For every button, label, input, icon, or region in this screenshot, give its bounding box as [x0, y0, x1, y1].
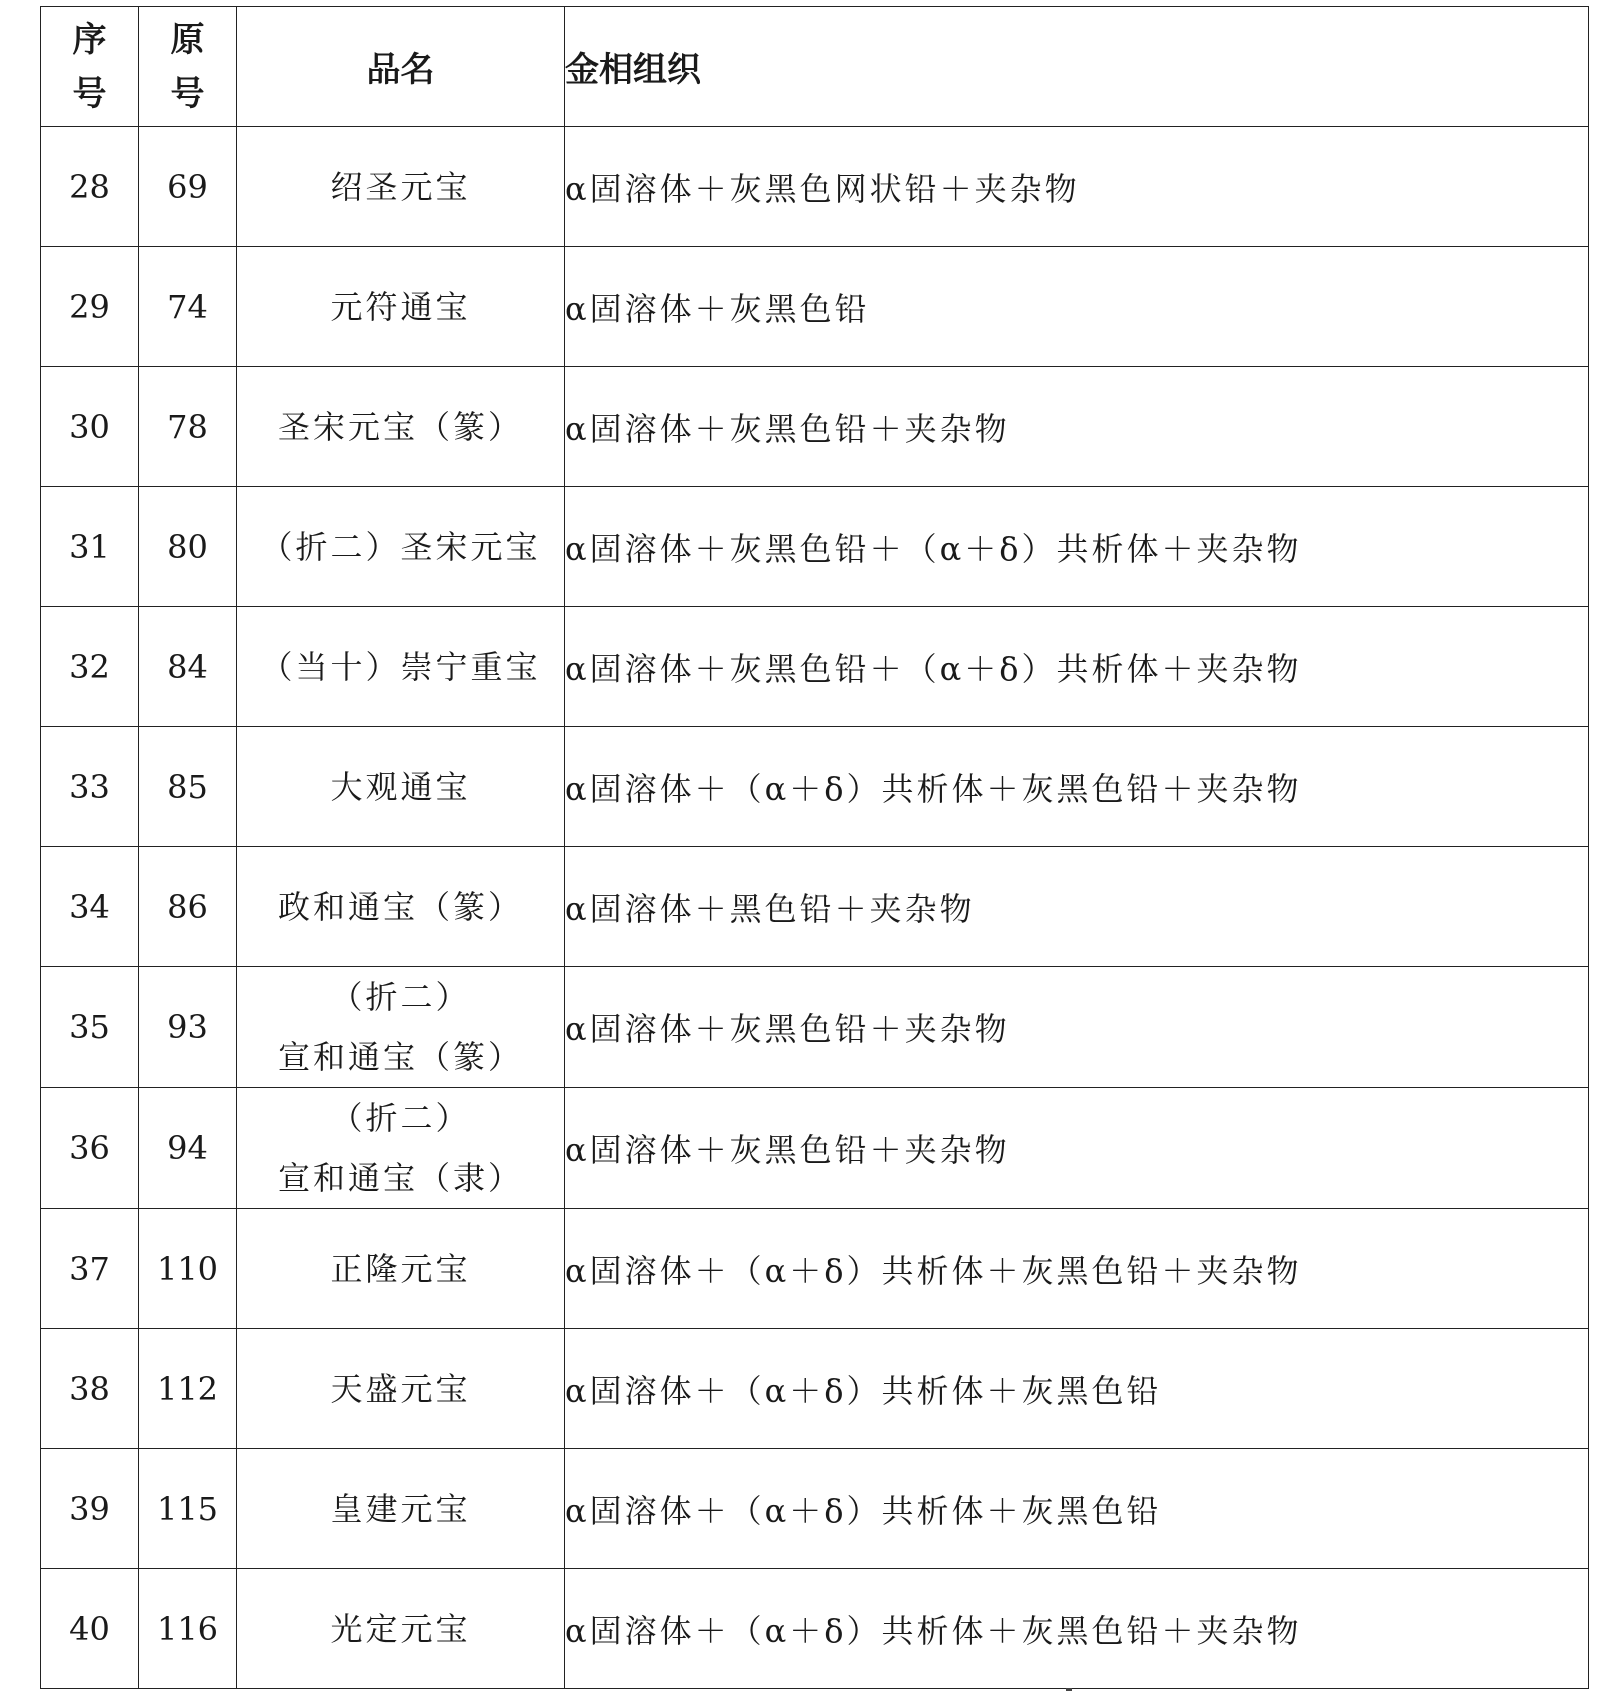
cell-seq: 28 [41, 127, 139, 247]
header-seq-line2: 号 [72, 73, 107, 114]
cell-orig: 74 [139, 247, 237, 367]
cell-name [237, 127, 565, 247]
table-header [41, 7, 1589, 127]
table-row [41, 1088, 1589, 1209]
cell-name [237, 1329, 565, 1449]
metallography-table [40, 6, 1589, 1689]
cell-structure: α固溶体＋灰黑色网状铅＋夹杂物 [565, 127, 1589, 247]
table-row [41, 967, 1589, 1088]
cell-orig: 85 [139, 727, 237, 847]
cell-name-line: （折二） [330, 1099, 471, 1137]
cell-seq: 37 [41, 1209, 139, 1329]
page-mark [1066, 1688, 1072, 1691]
header-seq [41, 7, 139, 127]
cell-structure: α固溶体＋灰黑色铅＋夹杂物 [565, 967, 1589, 1088]
cell-seq: 33 [41, 727, 139, 847]
cell-structure: α固溶体＋（α＋δ）共析体＋灰黑色铅＋夹杂物 [565, 1569, 1589, 1689]
table-row [41, 487, 1589, 607]
header-seq-line1: 序 [72, 19, 107, 60]
cell-name [237, 727, 565, 847]
table-row [41, 727, 1589, 847]
cell-seq: 38 [41, 1329, 139, 1449]
cell-name [237, 1209, 565, 1329]
cell-seq: 31 [41, 487, 139, 607]
cell-orig: 84 [139, 607, 237, 727]
cell-name-line: （折二） [330, 978, 471, 1016]
cell-name-line: 光定元宝 [330, 1609, 471, 1648]
cell-structure: α固溶体＋（α＋δ）共析体＋灰黑色铅 [565, 1329, 1589, 1449]
cell-name-line: 正隆元宝 [330, 1249, 471, 1288]
cell-seq: 35 [41, 967, 139, 1088]
table-row [41, 607, 1589, 727]
cell-name-line: 政和通宝（篆） [277, 887, 523, 926]
cell-name [237, 487, 565, 607]
table-row [41, 1569, 1589, 1689]
cell-seq: 40 [41, 1569, 139, 1689]
cell-orig: 115 [139, 1449, 237, 1569]
cell-seq: 30 [41, 367, 139, 487]
table-row [41, 247, 1589, 367]
cell-name [237, 1088, 565, 1209]
header-orig [139, 7, 237, 127]
header-name: 品名 [237, 7, 565, 127]
table-row [41, 1329, 1589, 1449]
cell-seq: 34 [41, 847, 139, 967]
cell-name-line: 绍圣元宝 [330, 167, 471, 206]
cell-structure: α固溶体＋灰黑色铅＋夹杂物 [565, 367, 1589, 487]
cell-orig: 86 [139, 847, 237, 967]
cell-structure: α固溶体＋灰黑色铅＋夹杂物 [565, 1088, 1589, 1209]
table-body [41, 127, 1589, 1689]
cell-name-line: 宣和通宝（隶） [277, 1159, 523, 1197]
cell-structure: α固溶体＋灰黑色铅＋（α＋δ）共析体＋夹杂物 [565, 487, 1589, 607]
header-structure: 金相组织 [565, 7, 1589, 127]
cell-structure: α固溶体＋灰黑色铅＋（α＋δ）共析体＋夹杂物 [565, 607, 1589, 727]
cell-name [237, 247, 565, 367]
cell-orig: 80 [139, 487, 237, 607]
cell-orig: 116 [139, 1569, 237, 1689]
cell-structure: α固溶体＋（α＋δ）共析体＋灰黑色铅＋夹杂物 [565, 1209, 1589, 1329]
table-row [41, 1449, 1589, 1569]
cell-seq: 32 [41, 607, 139, 727]
table-row [41, 847, 1589, 967]
cell-seq: 39 [41, 1449, 139, 1569]
cell-seq: 29 [41, 247, 139, 367]
header-orig-line1: 原 [170, 19, 205, 60]
header-row [41, 7, 1589, 127]
cell-structure: α固溶体＋黑色铅＋夹杂物 [565, 847, 1589, 967]
table-row [41, 127, 1589, 247]
cell-structure: α固溶体＋灰黑色铅 [565, 247, 1589, 367]
cell-structure: α固溶体＋（α＋δ）共析体＋灰黑色铅＋夹杂物 [565, 727, 1589, 847]
cell-orig: 110 [139, 1209, 237, 1329]
cell-seq: 36 [41, 1088, 139, 1209]
cell-name [237, 367, 565, 487]
cell-structure: α固溶体＋（α＋δ）共析体＋灰黑色铅 [565, 1449, 1589, 1569]
cell-name-line: 元符通宝 [330, 287, 471, 326]
header-orig-line2: 号 [170, 73, 205, 114]
cell-name [237, 847, 565, 967]
cell-name-line: 圣宋元宝（篆） [277, 407, 523, 446]
cell-orig: 112 [139, 1329, 237, 1449]
table-row [41, 1209, 1589, 1329]
cell-name-line: 宣和通宝（篆） [277, 1038, 523, 1076]
table-row [41, 367, 1589, 487]
cell-name [237, 1449, 565, 1569]
cell-name-line: （当十）崇宁重宝 [260, 647, 541, 686]
cell-name [237, 967, 565, 1088]
cell-orig: 93 [139, 967, 237, 1088]
cell-orig: 78 [139, 367, 237, 487]
cell-name [237, 1569, 565, 1689]
cell-name-line: 大观通宝 [330, 767, 471, 806]
cell-orig: 94 [139, 1088, 237, 1209]
cell-orig: 69 [139, 127, 237, 247]
cell-name [237, 607, 565, 727]
cell-name-line: 皇建元宝 [330, 1489, 471, 1528]
cell-name-line: （折二）圣宋元宝 [260, 527, 541, 566]
cell-name-line: 天盛元宝 [330, 1369, 471, 1408]
